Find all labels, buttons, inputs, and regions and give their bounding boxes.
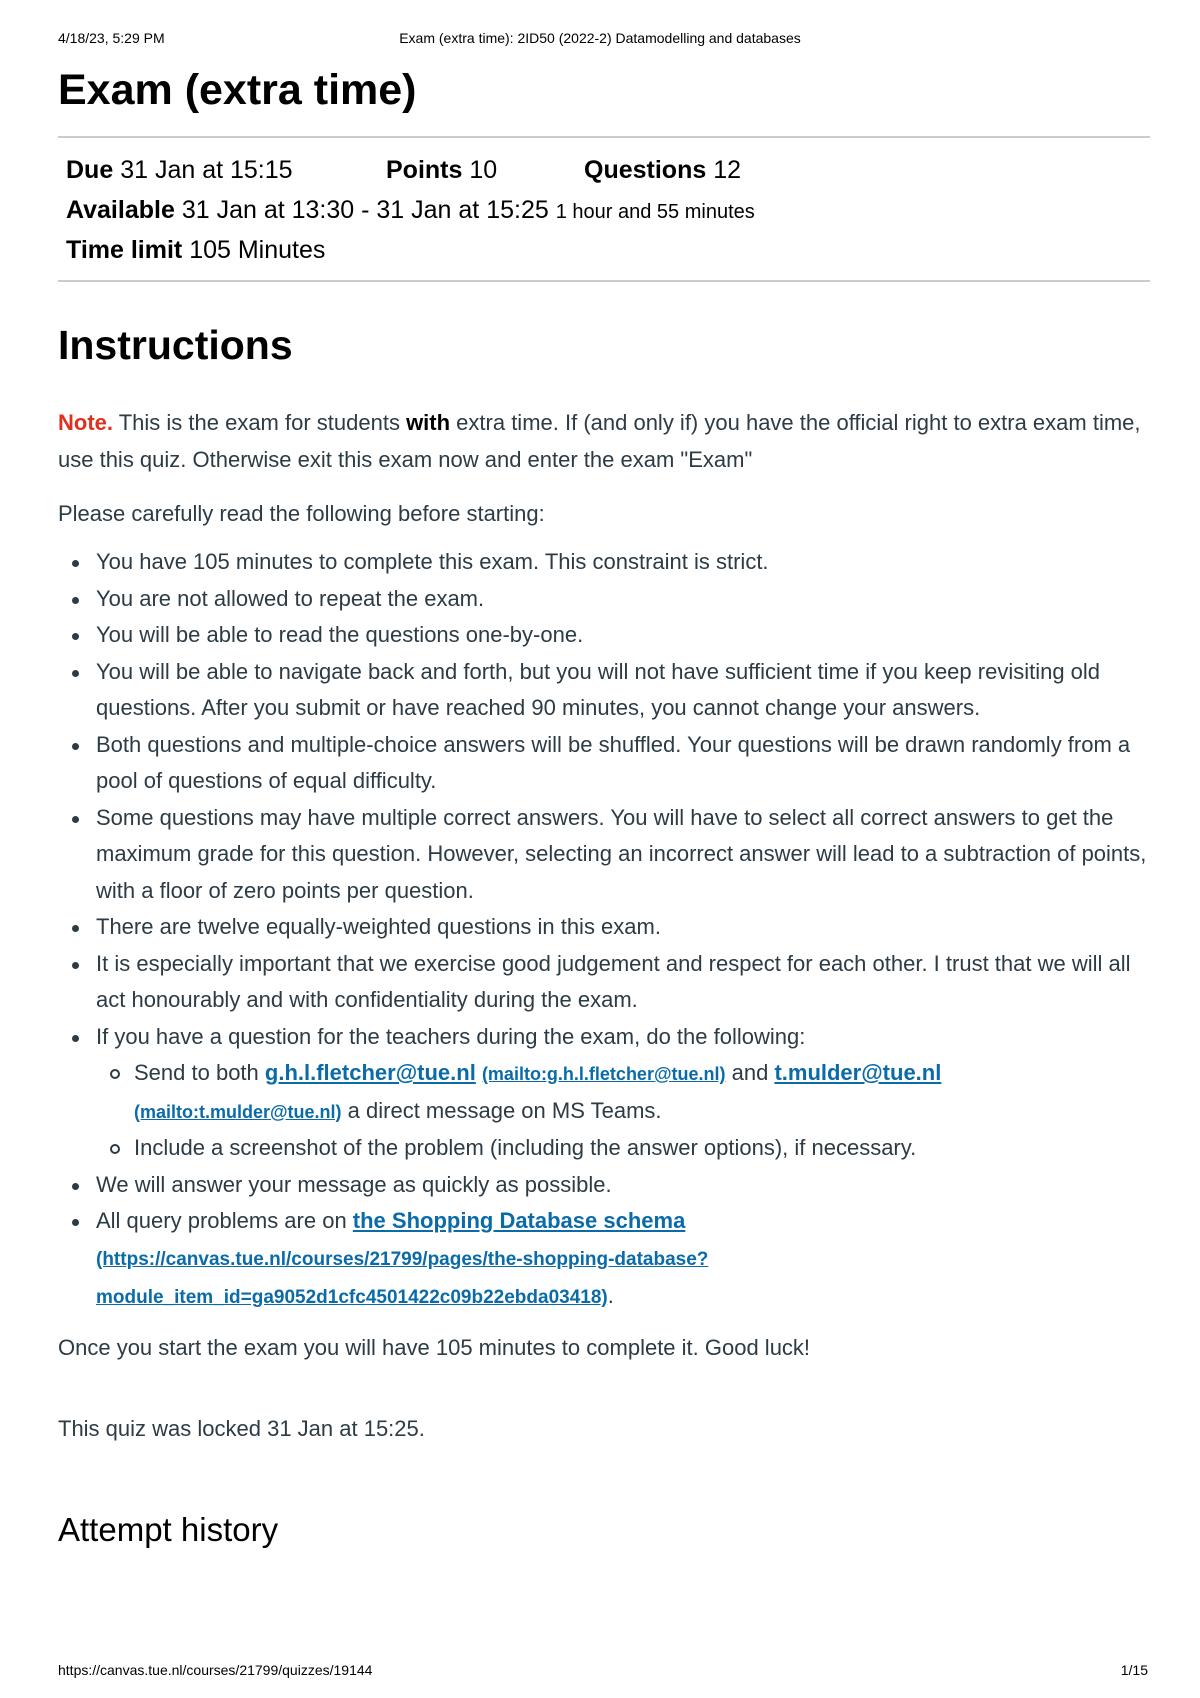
details-row-3 [66,230,1150,270]
closing-paragraph: Once you start the exam you will have 105 minutes to complete it. Good luck! [58,1334,811,1360]
query-prefix: All query problems are on [96,1208,353,1233]
email-fletcher-url[interactable]: (mailto:g.h.l.fletcher@tue.nl) [481,1064,726,1084]
list-item: You have 105 minutes to complete this exam. This constraint is strict. [96,544,1150,581]
shopping-schema-url[interactable]: (https://canvas.tue.nl/courses/21799/pages/the-shopping-database?module_item_id=ga9052d1cfc4501422c09b22ebda03418) [96,1248,709,1308]
query-suffix: . [607,1283,614,1308]
divider-bottom [58,280,1150,282]
list-item: It is especially important that we exercise good judgement and respect for each other. I trust that we will all act honourably and with confidentiality during the exam. [96,946,1150,1019]
note-text-1: This is the exam for students [113,410,407,435]
send-prefix: Send to both [134,1060,265,1085]
sub-item-send [134,1055,1150,1130]
print-date: 4/18/23, 5:29 PM [58,30,165,46]
available-duration: 1 hour and 55 minutes [555,201,755,223]
available-value: 31 Jan at 13:30 - 31 Jan at 15:25 [181,196,549,224]
page-number: 1/15 [1120,1662,1148,1678]
list-item-schema [96,1203,1150,1317]
list-item: Both questions and multiple-choice answers will be shuffled. Your questions will be drawn randomly from a pool of questions of equal difficulty. [96,727,1150,800]
list-item-question-procedure [96,1019,1150,1167]
intro-paragraph: Please carefully read the following before starting: [58,501,545,526]
details-row-1 [66,150,1150,190]
points-value: 10 [469,156,498,184]
email-mulder-link[interactable]: t.mulder@tue.nl [774,1060,942,1085]
questions-label: Questions [584,156,707,184]
note-text-2: extra time. If (and only if) you have the official right to extra exam time, use this quiz. Otherwise exit this exam now and enter the exam "Exam" [58,410,1141,472]
quiz-details [58,138,1150,280]
send-and: and [725,1060,775,1085]
list-item: Some questions may have multiple correct answers. You will have to select all correct answers to get the maximum grade for this question. However, selecting an incorrect answer will lead to a subtraction of points, with a floor of zero points per question. [96,800,1150,910]
print-header [0,30,1200,50]
questions-info [584,150,741,190]
due-info [66,150,386,190]
due-label: Due [66,156,114,184]
available-label: Available [66,196,175,224]
attempt-history-heading: Attempt history [58,1510,279,1548]
locked-notice: This quiz was locked 31 Jan at 15:25. [58,1415,425,1441]
list-item: You will be able to read the questions one-by-one. [96,617,1150,654]
note-paragraph [58,404,1150,478]
questions-value: 12 [713,156,742,184]
email-mulder-url[interactable]: (mailto:t.mulder@tue.nl) [134,1101,342,1122]
details-row-2 [66,190,1150,230]
sub-item-include: Include a screenshot of the problem (including the answer options), if necessary. [134,1130,1150,1167]
time-limit-label: Time limit [66,236,183,264]
shopping-schema-link[interactable]: the Shopping Database schema [352,1208,686,1233]
note-label: Note. [58,410,113,435]
page-title: Exam (extra time) [58,66,417,114]
list-item: You will be able to navigate back and forth, but you will not have sufficient time if you keep revisiting old questions. After you submit or have reached 90 minutes, you cannot change your answers. [96,654,1150,727]
instructions-list [58,544,1150,1317]
print-url: https://canvas.tue.nl/courses/21799/quizzes/19144 [58,1662,373,1678]
time-limit-value: 105 Minutes [189,236,326,264]
points-label: Points [386,156,463,184]
list-item: There are twelve equally-weighted questions in this exam. [96,909,1150,946]
email-fletcher-link[interactable]: g.h.l.fletcher@tue.nl [264,1060,476,1085]
list-item-text: If you have a question for the teachers during the exam, do the following: [96,1023,806,1049]
list-item: You are not allowed to repeat the exam. [96,581,1150,618]
print-doc-title: Exam (extra time): 2ID50 (2022-2) Datamodelling and databases [399,30,801,46]
print-footer [0,1662,1200,1682]
question-procedure-list [96,1055,1150,1167]
points-info [386,150,584,190]
quiz-content [58,64,1150,1551]
send-suffix: a direct message on MS Teams. [341,1097,662,1123]
due-value: 31 Jan at 15:15 [120,156,293,184]
list-item: We will answer your message as quickly as possible. [96,1167,1150,1204]
note-bold: with [406,410,451,435]
instructions-heading: Instructions [58,322,293,368]
